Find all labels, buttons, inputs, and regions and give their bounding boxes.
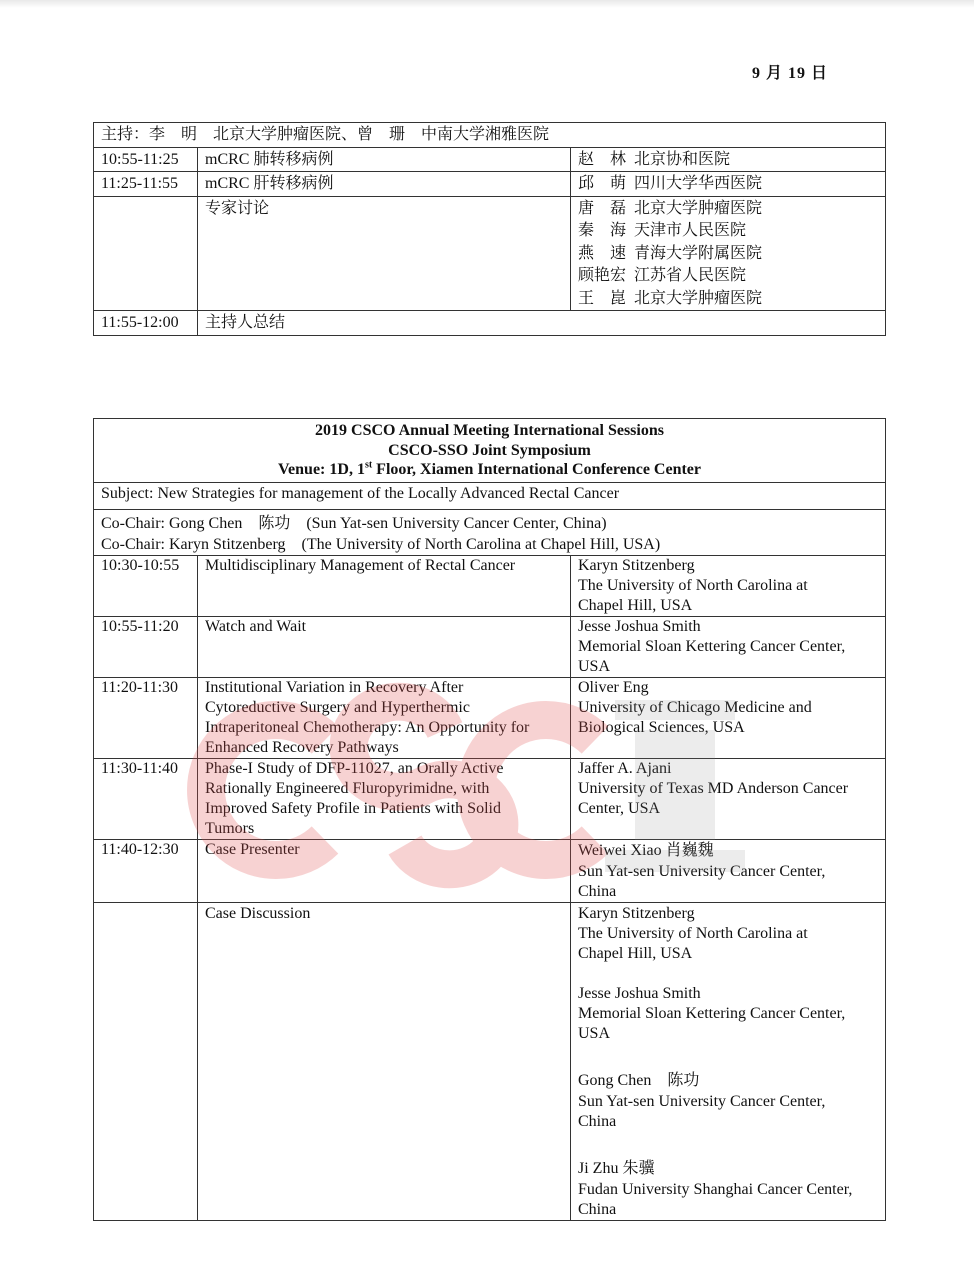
topic-cell [198, 758, 571, 839]
speaker-line: Gong Chen 陈功 [578, 1071, 700, 1089]
cochair-line: Co-Chair: Karyn Stitzenberg (The University of North Carolina at Chapel Hill, USA) [101, 535, 661, 553]
session-subtitle: CSCO-SSO Joint Symposium [388, 441, 591, 459]
venue-sup: st [364, 459, 373, 471]
time-cell: 11:40-12:30 [94, 839, 198, 902]
host-cell: 主持：李 明 北京大学肿瘤医院、曾 珊 中南大学湘雅医院 [94, 123, 886, 148]
header-row [94, 419, 886, 483]
speaker-cell [571, 172, 886, 197]
time-cell: 10:55-11:25 [94, 147, 198, 172]
speaker-line: Memorial Sloan Kettering Cancer Center, [578, 1004, 846, 1022]
speaker-cell [571, 758, 886, 839]
speaker-org: 青海大学附属医院 [634, 244, 763, 262]
page-date: 9 月 19 日 [752, 65, 829, 82]
speaker-line: Biological Sciences, USA [578, 718, 745, 736]
discussion-speakers [571, 902, 886, 1220]
spacer [578, 964, 878, 984]
topic-line: Cytoreductive Surgery and Hyperthermic [205, 698, 470, 716]
spacer [578, 1132, 878, 1158]
speaker-name: 赵 林 [578, 150, 627, 168]
topic-cell [198, 616, 571, 677]
table-row [94, 311, 886, 336]
speaker-cell [571, 839, 886, 902]
time-cell: 10:55-11:20 [94, 616, 198, 677]
table-row [94, 758, 886, 839]
speaker-line: University of Chicago Medicine and [578, 698, 812, 716]
venue-text: Venue: 1D, 1 [277, 461, 365, 478]
topic-line: Rationally Engineered Fluropyrimidne, with [205, 779, 490, 797]
speaker-org: 北京大学肿瘤医院 [634, 289, 763, 307]
speaker-org: 四川大学华西医院 [634, 175, 763, 192]
speaker-line: Karyn Stitzenberg [578, 556, 695, 574]
topic-cell: mCRC 肺转移病例 [198, 147, 571, 172]
speaker-line: Jaffer A. Ajani [578, 759, 672, 777]
time-cell: 11:55-12:00 [94, 311, 198, 336]
speaker-name: 邱 萌 [578, 175, 627, 192]
cochair-cell [94, 509, 886, 555]
speaker-line: Sun Yat-sen University Cancer Center, [578, 1092, 826, 1110]
page-top-edge [0, 0, 974, 8]
table-row [94, 839, 886, 902]
time-cell [94, 902, 198, 1220]
speaker-line: China [578, 882, 617, 900]
speaker-line: Jesse Joshua Smith [578, 617, 701, 635]
table-row [94, 555, 886, 616]
topic-line: Institutional Variation in Recovery After [205, 678, 464, 696]
speaker-line [578, 220, 878, 243]
topic-cell: 专家讨论 [198, 196, 571, 311]
topic-line: Tumors [205, 819, 255, 837]
speaker-line: Chapel Hill, USA [578, 944, 693, 962]
speaker-org: 天津市人民医院 [634, 222, 747, 239]
speaker-line: Memorial Sloan Kettering Cancer Center, [578, 637, 846, 655]
spacer [578, 1044, 878, 1070]
speaker-cell [571, 196, 886, 311]
speaker-line: University of Texas MD Anderson Cancer [578, 779, 849, 797]
topic-line: Case Presenter [205, 840, 300, 858]
speaker-cell [571, 147, 886, 172]
table-row [94, 147, 886, 172]
speaker-name: 顾艳宏 [578, 267, 627, 284]
speaker-line: Jesse Joshua Smith [578, 984, 701, 1002]
speaker-line: Weiwei Xiao 肖巍魏 [578, 841, 714, 859]
speaker-line: The University of North Carolina at [578, 576, 808, 594]
session-table-intl [93, 418, 886, 1221]
subject-cell: Subject: New Strategies for management of the Locally Advanced Rectal Cancer [94, 482, 886, 509]
speaker-line: USA [578, 1024, 611, 1042]
table-row [94, 172, 886, 197]
cochair-line: Co-Chair: Gong Chen 陈功 (Sun Yat-sen University Cancer Center, China) [101, 514, 607, 532]
topic-cell: mCRC 肝转移病例 [198, 172, 571, 197]
session-table-cn [93, 122, 886, 336]
speaker-org: 北京协和医院 [634, 150, 731, 168]
speaker-name: 燕 速 [578, 244, 627, 262]
topic-line: Phase-I Study of DFP-11027, an Orally Active [205, 759, 504, 777]
time-cell: 11:25-11:55 [94, 172, 198, 197]
speaker-line: Fudan University Shanghai Cancer Center, [578, 1180, 853, 1198]
topic-line: Intraperitoneal Chemotherapy: An Opportunity for [205, 718, 530, 736]
speaker-org: 北京大学肿瘤医院 [634, 199, 763, 217]
session-header [94, 419, 886, 483]
host-row [94, 123, 886, 148]
session-title: 2019 CSCO Annual Meeting International Sessions [315, 422, 664, 439]
topic-cell [198, 677, 571, 758]
speaker-name: 唐 磊 [578, 199, 627, 217]
topic-line: Watch and Wait [205, 617, 307, 635]
speaker-line: Sun Yat-sen University Cancer Center, [578, 862, 826, 880]
speaker-line [578, 288, 878, 311]
table-row [94, 616, 886, 677]
time-cell: 10:30-10:55 [94, 555, 198, 616]
topic-line: Multidisciplinary Management of Rectal Cancer [205, 556, 516, 574]
speaker-line: Ji Zhu 朱骥 [578, 1159, 655, 1177]
speaker-line: China [578, 1200, 617, 1218]
topic-cell: 主持人总结 [198, 311, 886, 336]
topic-cell [198, 555, 571, 616]
speaker-line: Chapel Hill, USA [578, 596, 693, 614]
topic-cell [198, 839, 571, 902]
discussion-row [94, 902, 886, 1220]
speaker-line: USA [578, 657, 611, 675]
table-row [94, 196, 886, 311]
speaker-line [578, 243, 878, 266]
venue-text: Floor, Xiamen International Conference Center [372, 461, 702, 478]
speaker-cell [571, 677, 886, 758]
speaker-cell [571, 616, 886, 677]
time-cell: 11:30-11:40 [94, 758, 198, 839]
speaker-name: 王 崑 [578, 289, 627, 307]
cochair-row [94, 509, 886, 555]
speaker-line: Karyn Stitzenberg [578, 904, 695, 922]
topic-cell: Case Discussion [198, 902, 571, 1220]
topic-line: Enhanced Recovery Pathways [205, 738, 399, 756]
topic-line: Improved Safety Profile in Patients with Solid [205, 799, 501, 817]
speaker-line: Oliver Eng [578, 678, 649, 696]
time-cell [94, 196, 198, 311]
speaker-line: The University of North Carolina at [578, 924, 808, 942]
speaker-line: China [578, 1112, 617, 1130]
speaker-cell [571, 555, 886, 616]
speaker-org: 江苏省人民医院 [634, 267, 747, 284]
subject-row [94, 482, 886, 509]
table-row [94, 677, 886, 758]
speaker-name: 秦 海 [578, 222, 627, 239]
speaker-line [578, 198, 878, 221]
speaker-line [578, 265, 878, 288]
time-cell: 11:20-11:30 [94, 677, 198, 758]
speaker-line: Center, USA [578, 799, 661, 817]
session-venue [98, 460, 881, 480]
